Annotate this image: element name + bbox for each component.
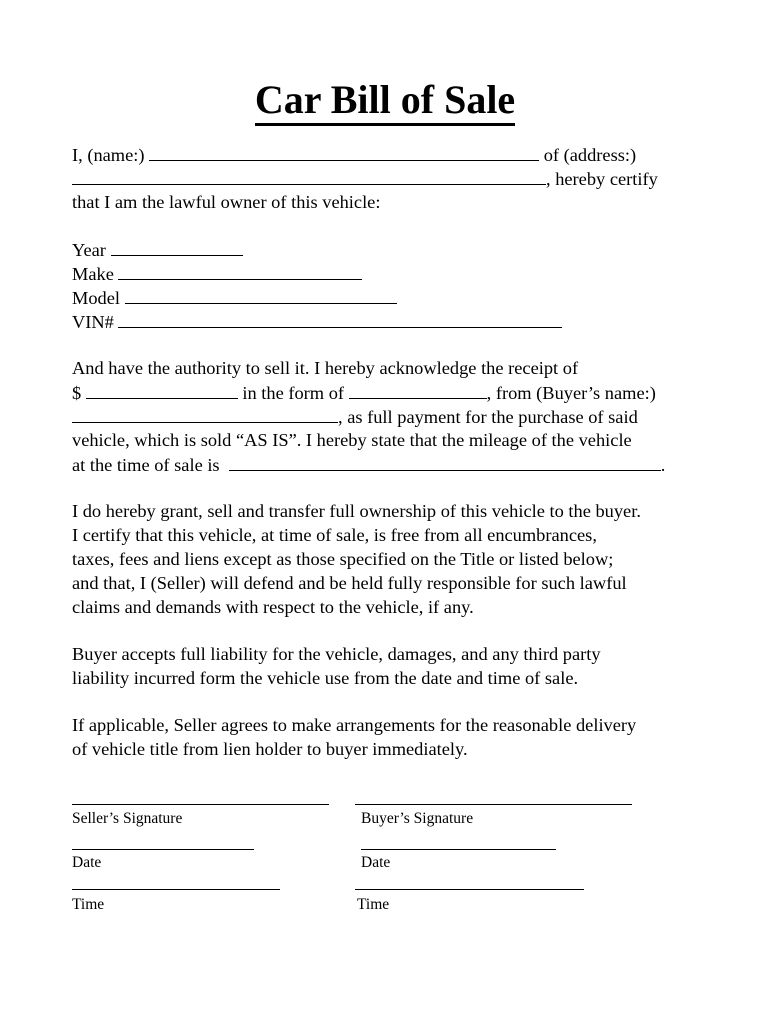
- make-field[interactable]: [118, 261, 362, 280]
- buyer-signature-label: Buyer’s Signature: [361, 810, 474, 827]
- seller-date-line[interactable]: [72, 849, 254, 850]
- seller-date-label: Date: [72, 854, 102, 871]
- dollar-sign: $: [72, 383, 86, 403]
- buyer-date-label: Date: [361, 854, 391, 871]
- transfer-line: I do hereby grant, sell and transfer full ownership of this vehicle to the buyer.: [72, 501, 641, 521]
- seller-signature-line[interactable]: [72, 804, 329, 805]
- intro-address-line: [72, 166, 658, 191]
- liability-line: liability incurred form the vehicle use from the date and time of sale.: [72, 668, 579, 688]
- year-label: Year: [72, 240, 111, 260]
- buyer-name-label: , from (Buyer’s name:): [486, 383, 656, 403]
- year-line: [72, 237, 243, 262]
- payment-line-5: [72, 452, 665, 477]
- payment-form-field[interactable]: [349, 380, 487, 399]
- mileage-period: .: [660, 455, 666, 475]
- make-line: [72, 261, 362, 286]
- name-label: I, (name:): [72, 145, 150, 165]
- transfer-line: I certify that this vehicle, at time of sale, is free from all encumbrances,: [72, 525, 597, 545]
- model-label: Model: [72, 288, 125, 308]
- delivery-line: If applicable, Seller agrees to make arrangements for the reasonable delivery: [72, 715, 637, 735]
- payment-line-3: [72, 404, 638, 429]
- buyer-name-field[interactable]: [72, 404, 338, 423]
- seller-time-line[interactable]: [72, 889, 280, 890]
- certify-text: , hereby certify: [546, 169, 658, 189]
- amount-field[interactable]: [86, 380, 238, 399]
- seller-address-field[interactable]: [72, 166, 546, 185]
- buyer-date-line[interactable]: [361, 849, 556, 850]
- buyer-time-line[interactable]: [355, 889, 584, 890]
- payment-line-1: And have the authority to sell it. I hereby acknowledge the receipt of: [72, 358, 579, 378]
- time-of-sale-label: at the time of sale is: [72, 455, 229, 475]
- transfer-line: and that, I (Seller) will defend and be held fully responsible for such lawful: [72, 573, 627, 593]
- document-title-text: Car Bill of Sale: [255, 77, 515, 126]
- document-title: [0, 76, 770, 124]
- liability-line: Buyer accepts full liability for the vehicle, damages, and any third party: [72, 644, 601, 664]
- buyer-signature-line[interactable]: [355, 804, 632, 805]
- mileage-field[interactable]: [229, 452, 661, 471]
- delivery-line: of vehicle title from lien holder to buyer immediately.: [72, 739, 468, 759]
- year-field[interactable]: [111, 237, 243, 256]
- intro-name-line: [72, 142, 636, 167]
- vin-line: [72, 309, 562, 334]
- address-label: of (address:): [539, 145, 637, 165]
- model-line: [72, 285, 397, 310]
- transfer-line: taxes, fees and liens except as those specified on the Title or listed below;: [72, 549, 614, 569]
- buyer-time-label: Time: [357, 896, 390, 913]
- seller-time-label: Time: [72, 896, 105, 913]
- seller-name-field[interactable]: [149, 142, 539, 161]
- seller-signature-label: Seller’s Signature: [72, 810, 183, 827]
- model-field[interactable]: [125, 285, 397, 304]
- make-label: Make: [72, 264, 119, 284]
- owner-statement: that I am the lawful owner of this vehicle:: [72, 192, 381, 212]
- full-payment-text: , as full payment for the purchase of said: [338, 407, 638, 427]
- vin-label: VIN#: [72, 312, 119, 332]
- payment-line-4: vehicle, which is sold “AS IS”. I hereby state that the mileage of the vehicle: [72, 430, 632, 450]
- payment-line-2: [72, 380, 656, 405]
- vin-field[interactable]: [118, 309, 562, 328]
- form-of-label: in the form of: [237, 383, 349, 403]
- transfer-line: claims and demands with respect to the vehicle, if any.: [72, 597, 474, 617]
